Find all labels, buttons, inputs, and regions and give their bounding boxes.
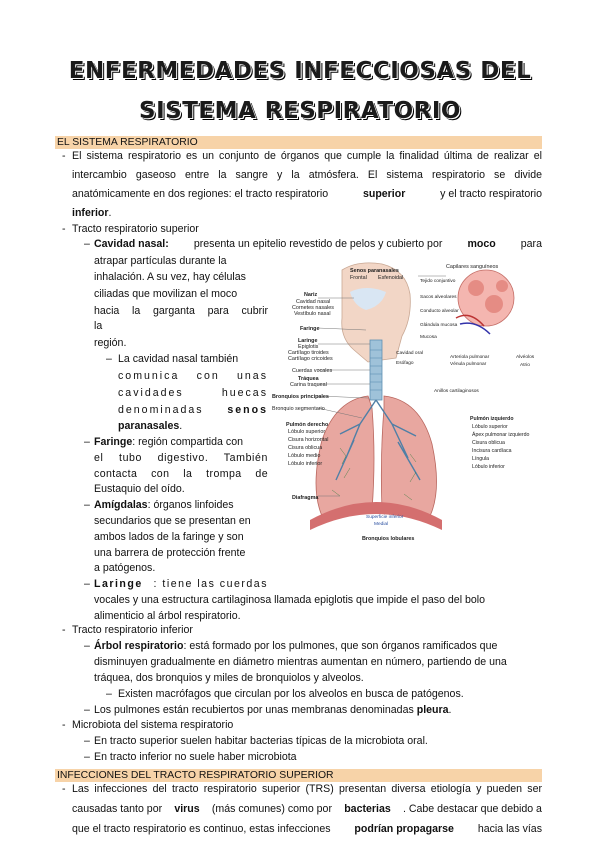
label-superficie-inferior: Superficie inferior	[366, 515, 404, 520]
sec2-line-1: Las infecciones del tracto respiratorio superior (TRS) presentan diversa etiología y pueden ser	[72, 783, 542, 795]
section-heading-respiratory-system: EL SISTEMA RESPIRATORIO	[55, 136, 542, 149]
laringe-line-1	[94, 577, 268, 591]
amigdalas-text: : órganos linfoides	[147, 499, 234, 511]
trachea-shape	[370, 340, 382, 400]
upper-tract-label: Tracto respiratorio superior	[72, 223, 199, 235]
label-sacos-alveolares: Sacos alveolares	[420, 295, 457, 300]
label-bronquios-principales: Bronquios principales	[272, 394, 329, 400]
nasal-sub-period: .	[179, 420, 183, 432]
nasal-line-1	[94, 237, 542, 251]
bullet-dash: –	[84, 640, 90, 652]
faringe-line-1	[94, 435, 243, 449]
laringe-text: : tiene las cuerdas	[153, 578, 268, 590]
bullet-dash: –	[84, 499, 90, 511]
label-incisura: Incisura cardíaca	[472, 448, 512, 454]
nasal-sub-1: La cavidad nasal también	[118, 353, 239, 365]
label-cisura-horizontal: Cisura horizontal	[288, 437, 329, 443]
amigdalas-line-4: una barrera de protección frente	[94, 547, 246, 559]
term-virus: virus	[174, 803, 200, 815]
term-faringe: Faringe	[94, 436, 133, 448]
bullet-dash: -	[62, 624, 66, 636]
label-esofago: Esófago	[396, 361, 414, 366]
label-mucosa: Mucosa	[420, 335, 437, 340]
label-epiglotis: Epiglotis	[298, 344, 319, 350]
label-lobulo-superior-d: Lóbulo superior	[288, 429, 326, 435]
intro-text: y el tracto respiratorio	[440, 188, 542, 200]
label-esfenoidal: Esfenoidal	[378, 275, 404, 281]
label-cisura-oblicua-i: Cisura oblicua	[472, 440, 505, 446]
pleura-line	[94, 703, 451, 717]
intro-period: .	[108, 207, 112, 219]
term-bacterias: bacterias	[344, 803, 391, 815]
label-bronquio-segmentario: Bronquio segmentario	[272, 406, 325, 412]
intro-keyword-inferior: inferior	[72, 207, 109, 219]
label-lobulo-medio: Lóbulo medio	[288, 453, 321, 459]
amigdalas-line-3: ambos lados de la faringe y son	[94, 531, 244, 543]
label-nariz: Nariz	[304, 292, 318, 298]
term-cavidad-nasal: Cavidad nasal:	[94, 238, 169, 250]
laringe-line-2: vocales y una estructura cartilaginosa llamada epiglotis que impide el paso del bolo	[94, 594, 486, 606]
nasal-sub-2: comunica con unas	[118, 370, 268, 382]
microbiota-label: Microbiota del sistema respiratorio	[72, 719, 234, 731]
pleura-text: Los pulmones están recubiertos por unas membranas denominadas	[94, 704, 414, 716]
pleura-period: .	[448, 704, 452, 716]
bullet-dash: -	[62, 719, 66, 731]
label-diafragma: Diafragma	[292, 495, 319, 501]
sec2-text: hacia las vías	[477, 823, 542, 835]
label-vestibulo: Vestíbulo nasal	[294, 311, 331, 317]
nasal-line-7: región.	[94, 337, 127, 349]
term-laringe: Laringe	[94, 578, 143, 590]
nasal-text: para	[520, 238, 542, 250]
nasal-sub-3: cavidades huecas	[118, 387, 268, 399]
arbol-line-2: disminuyen gradualmente en diámetro mientras aumentan en número, partiendo de una	[94, 656, 507, 668]
label-alveolos: Alvéolos	[516, 355, 535, 360]
label-apex: Ápex pulmonar izquierdo	[472, 432, 530, 438]
label-venula: Vénula pulmonar	[450, 362, 487, 367]
nasal-sub-4	[118, 403, 268, 417]
term-podrian-propagarse: podrían propagarse	[354, 823, 454, 835]
amigdalas-line-2: secundarios que se presentan en	[94, 515, 251, 527]
respiratory-system-diagram	[270, 258, 550, 548]
intro-text: anatómicamente en dos regiones: el tracto respiratorio	[72, 188, 329, 200]
nasal-sub-text: denominadas	[118, 404, 204, 416]
laringe-line-3: alimenticio al árbol respiratorio.	[94, 610, 241, 622]
label-frontal: Frontal	[350, 275, 367, 281]
bullet-dash: -	[62, 223, 66, 235]
amigdalas-line-5: a patógenos.	[94, 562, 156, 574]
label-cuerdas-vocales: Cuerdas vocales	[292, 368, 333, 374]
macrofagos-line: Existen macrófagos que circulan por los alveolos en busca de patógenos.	[118, 688, 464, 700]
term-pleura: pleura	[416, 704, 449, 716]
bullet-dash: -	[62, 783, 66, 795]
intro-line-1: El sistema respiratorio es un conjunto de órganos que cumple la finalidad última de realizar el	[72, 150, 542, 162]
nasal-line-3: inhalación. A su vez, hay células	[94, 271, 246, 283]
label-traquea: Tráquea	[298, 376, 319, 382]
intro-keyword-superior: superior	[362, 188, 406, 200]
bullet-dash: –	[84, 735, 90, 747]
bullet-dash: –	[106, 688, 112, 700]
label-cisura-oblicua-d: Cisura oblicua	[288, 445, 323, 451]
label-tejido-conjuntivo: Tejido conjuntivo	[420, 279, 456, 284]
label-pulmon-derecho: Pulmón derecho	[286, 422, 329, 428]
label-bronquios-lobulares: Bronquios lobulares	[362, 536, 415, 542]
alveoli-inset	[458, 270, 514, 326]
page-title-line2: SISTEMA RESPIRATORIO	[139, 98, 461, 124]
nasal-sub-5	[118, 419, 182, 433]
label-conducto-alveolar: Conducto alveolar	[420, 309, 459, 314]
label-lobulo-inferior-d: Lóbulo inferior	[288, 461, 323, 467]
page-title-line1: ENFERMEDADES INFECCIOSAS DEL	[68, 58, 532, 84]
label-glandula-mucosa: Glándula mucosa	[420, 323, 458, 328]
label-capilares: Capilares sanguíneos	[446, 264, 499, 270]
bullet-dash: –	[84, 238, 90, 250]
sec2-text: que el tracto respiratorio es continuo, estas infecciones	[72, 823, 331, 835]
label-laringe: Laringe	[298, 338, 318, 344]
label-lobulo-inferior-i: Lóbulo inferior	[472, 464, 505, 470]
bullet-dash: –	[84, 578, 90, 590]
nasal-line-4: ciliadas que movilizan el moco	[94, 288, 238, 300]
label-anillos: Anillos cartilaginosos	[434, 389, 479, 394]
label-lingula: Língula	[472, 456, 490, 462]
bullet-dash: –	[84, 436, 90, 448]
bullet-dash: –	[84, 704, 90, 716]
arbol-line-3: tráquea, dos bronquios y miles de bronquiolos y alveolos.	[94, 672, 364, 684]
nasal-line-2: atrapar partículas durante la	[94, 255, 227, 267]
label-atrio: Atrio	[520, 363, 530, 368]
microbiota-lower: En tracto inferior no suele haber microbiota	[94, 751, 297, 763]
label-cornetes: Cornetes nasales	[292, 305, 334, 311]
faringe-text: : región compartida con	[132, 436, 243, 448]
label-pulmon-izquierdo: Pulmón izquierdo	[470, 416, 514, 422]
label-arteriola: Arteriola pulmonar	[450, 355, 490, 360]
label-senos-paranasales: Senos paranasales	[350, 268, 399, 274]
faringe-line-2: el tubo digestivo. También	[94, 452, 268, 464]
intro-line-4	[72, 206, 111, 220]
term-senos: senos	[227, 404, 268, 416]
label-lobulo-superior-i: Lóbulo superior	[472, 424, 508, 430]
faringe-line-4: Eustaquio del oído.	[94, 483, 185, 495]
label-cartilago-cricoides: Cartílago cricoides	[288, 356, 333, 362]
term-moco: moco	[467, 238, 496, 250]
sec2-text: causadas tanto por	[72, 803, 163, 815]
arbol-line-1	[94, 639, 497, 653]
term-paranasales: paranasales	[118, 420, 180, 432]
faringe-line-3: contacta con la trompa de	[94, 468, 268, 480]
bullet-dash: –	[84, 751, 90, 763]
arbol-text: : está formado por los pulmones, que son órganos ramificados que	[183, 640, 498, 652]
sec2-text: . Cabe destacar que debido a	[402, 803, 542, 815]
intro-line-2: intercambio gaseoso entre la sangre y la atmósfera. El sistema respiratorio se divide	[72, 169, 542, 181]
nasal-text: presenta un epitelio revestido de pelos y cubierto por	[193, 238, 443, 250]
sec2-line-2	[72, 802, 542, 816]
sec2-text: (más comunes) como por	[211, 803, 332, 815]
label-faringe: Faringe	[300, 326, 320, 332]
term-amigdalas: Amígdalas	[94, 499, 148, 511]
nasal-line-6: la	[94, 320, 103, 332]
lower-tract-label: Tracto respiratorio inferior	[72, 624, 193, 636]
intro-line-3	[72, 187, 542, 201]
sec2-line-3	[72, 822, 542, 836]
label-carina: Carina traqueal	[290, 382, 327, 388]
bullet-dash: -	[62, 150, 66, 162]
nasal-line-5: hacia la garganta para cubrir	[94, 305, 268, 317]
label-cavidad-nasal: Cavidad nasal	[296, 299, 331, 305]
amigdalas-line-1	[94, 498, 234, 512]
microbiota-upper: En tracto superior suelen habitar bacterias típicas de la microbiota oral.	[94, 735, 428, 747]
term-arbol-respiratorio: Árbol respiratorio	[94, 640, 184, 652]
section-heading-upper-infections: INFECCIONES DEL TRACTO RESPIRATORIO SUPERIOR	[55, 769, 542, 782]
bullet-dash: –	[106, 353, 112, 365]
label-medial: Medial	[374, 522, 389, 527]
label-cartilago-tiroides: Cartílago tiroides	[288, 350, 329, 356]
label-cavidad-oral: Cavidad oral	[396, 351, 423, 356]
